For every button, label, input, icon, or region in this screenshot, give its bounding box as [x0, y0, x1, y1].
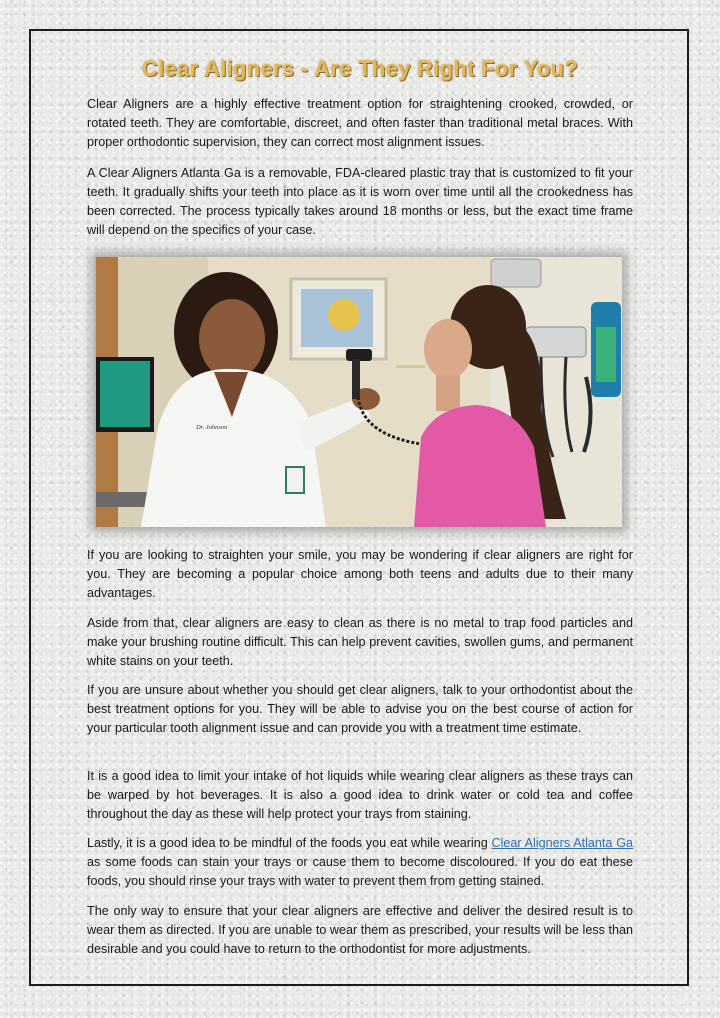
doctor-patient-photo — [96, 257, 622, 527]
paragraph-intro: Clear Aligners are a highly effective treatment option for straightening crooked, crowded, or rotated teeth. They are comfortable, discreet, and often faster than traditional metal braces. With proper orthodontic supervision, they can correct most alignment issues. — [87, 97, 633, 149]
paragraph-wear-as-directed: The only way to ensure that your clear aligners are effective and deliver the desired result is to wear them as directed. If you are unable to wear them as prescribed, your results will be less than desirable and you could have to return to the orthodontist for more adjustments. — [87, 904, 633, 956]
paragraph-what-is: A Clear Aligners Atlanta Ga is a removable, FDA-cleared plastic tray that is customized to fit your teeth. It gradually shifts your teeth into place as it is worn over time until all the crookedness has been corrected. The process typically takes around 18 months or less, but the exact time frame will depend on the specifics of your case. — [87, 166, 633, 237]
name-badge: Dr. Johnson — [196, 424, 228, 431]
clear-aligners-link[interactable]: Clear Aligners Atlanta Ga — [491, 836, 633, 850]
foods-text-before: Lastly, it is a good idea to be mindful of the foods you eat while wearing — [87, 836, 492, 850]
paragraph-hot-liquids: It is a good idea to limit your intake of hot liquids while wearing clear aligners as these trays can be warped by hot beverages. It is also a good idea to drink water or cold tea and coffee throughout the day as these will help protect your trays from staining. — [87, 769, 633, 821]
foods-text-after: as some foods can stain your trays or cause them to become discoloured. If you do eat these foods, you should rinse your trays with water to prevent them from getting stained. — [87, 855, 633, 888]
page-title: Clear Aligners - Are They Right For You? — [141, 56, 579, 81]
paragraph-talk-orthodontist: If you are unsure about whether you should get clear aligners, talk to your orthodontist about the best treatment options for you. They will be able to advise you on the best course of action for your particular tooth alignment issue and can provide you with a treatment time estimate. — [87, 683, 633, 735]
paragraph-easy-clean: Aside from that, clear aligners are easy to clean as there is no metal to trap food particles and make your brushing routine difficult. This can help prevent cavities, swollen gums, and permanent white stains on your teeth. — [87, 616, 633, 668]
paragraph-wondering: If you are looking to straighten your smile, you may be wondering if clear aligners are right for you. They are becoming a popular choice among both teens and adults due to their many advantages. — [87, 548, 633, 600]
paragraph-foods — [87, 834, 633, 891]
